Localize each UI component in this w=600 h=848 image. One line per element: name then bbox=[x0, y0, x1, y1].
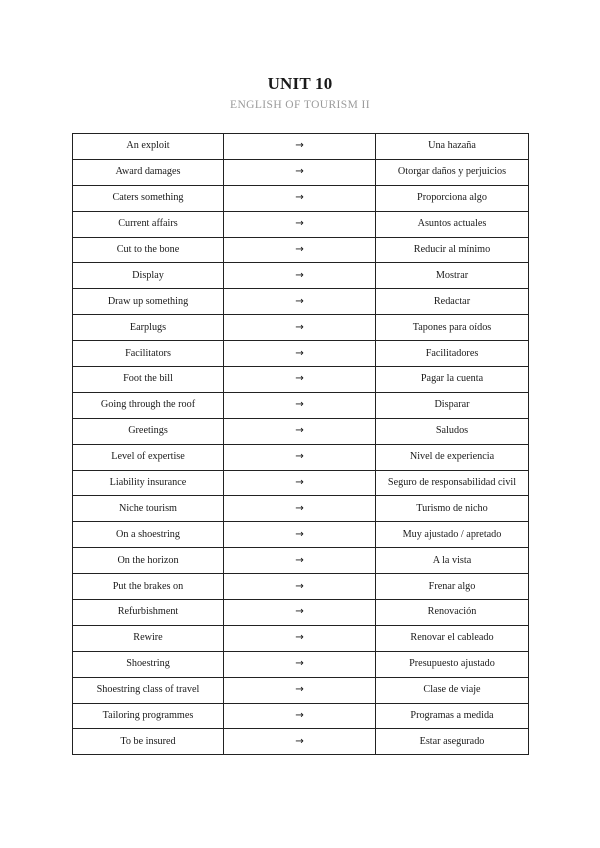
table-row bbox=[73, 289, 529, 315]
spanish-translation-cell: Una hazaña bbox=[376, 134, 529, 160]
table-row bbox=[73, 651, 529, 677]
table-row bbox=[73, 159, 529, 185]
spanish-translation-cell: Turismo de nicho bbox=[376, 496, 529, 522]
arrow-right-icon: → bbox=[224, 392, 376, 418]
english-term-cell: Shoestring class of travel bbox=[73, 677, 224, 703]
page-title: UNIT 10 bbox=[267, 74, 333, 93]
english-term-cell: An exploit bbox=[73, 134, 224, 160]
table-row bbox=[73, 185, 529, 211]
english-term-cell: Tailoring programmes bbox=[73, 703, 224, 729]
table-row bbox=[73, 263, 529, 289]
table-row bbox=[73, 703, 529, 729]
english-term-cell: Current affairs bbox=[73, 211, 224, 237]
english-term-cell: Level of expertise bbox=[73, 444, 224, 470]
arrow-right-icon: → bbox=[224, 159, 376, 185]
arrow-right-icon: → bbox=[224, 418, 376, 444]
spanish-translation-cell: Nivel de experiencia bbox=[376, 444, 529, 470]
table-row bbox=[73, 470, 529, 496]
spanish-translation-cell: Mostrar bbox=[376, 263, 529, 289]
spanish-translation-cell: Frenar algo bbox=[376, 574, 529, 600]
table-row bbox=[73, 729, 529, 755]
spanish-translation-cell: Programas a medida bbox=[376, 703, 529, 729]
english-term-cell: Shoestring bbox=[73, 651, 224, 677]
spanish-translation-cell: Facilitadores bbox=[376, 341, 529, 367]
english-term-cell: Cut to the bone bbox=[73, 237, 224, 263]
spanish-translation-cell: Proporciona algo bbox=[376, 185, 529, 211]
english-term-cell: Rewire bbox=[73, 625, 224, 651]
spanish-translation-cell: Disparar bbox=[376, 392, 529, 418]
arrow-right-icon: → bbox=[224, 211, 376, 237]
spanish-translation-cell: Tapones para oídos bbox=[376, 315, 529, 341]
arrow-right-icon: → bbox=[224, 548, 376, 574]
spanish-translation-cell: Asuntos actuales bbox=[376, 211, 529, 237]
arrow-right-icon: → bbox=[224, 185, 376, 211]
table-row bbox=[73, 418, 529, 444]
english-term-cell: Greetings bbox=[73, 418, 224, 444]
spanish-translation-cell: Renovación bbox=[376, 600, 529, 626]
spanish-translation-cell: Renovar el cableado bbox=[376, 625, 529, 651]
arrow-right-icon: → bbox=[224, 625, 376, 651]
english-term-cell: Facilitators bbox=[73, 341, 224, 367]
table-row bbox=[73, 341, 529, 367]
table-row bbox=[73, 211, 529, 237]
table-row bbox=[73, 496, 529, 522]
table-row bbox=[73, 574, 529, 600]
arrow-right-icon: → bbox=[224, 367, 376, 393]
arrow-right-icon: → bbox=[224, 522, 376, 548]
english-term-cell: Refurbishment bbox=[73, 600, 224, 626]
spanish-translation-cell: Seguro de responsabilidad civil bbox=[376, 470, 529, 496]
table-row bbox=[73, 134, 529, 160]
page-header bbox=[0, 74, 600, 112]
spanish-translation-cell: Presupuesto ajustado bbox=[376, 651, 529, 677]
english-term-cell: Foot the bill bbox=[73, 367, 224, 393]
arrow-right-icon: → bbox=[224, 729, 376, 755]
table-row bbox=[73, 237, 529, 263]
english-term-cell: Caters something bbox=[73, 185, 224, 211]
table-row bbox=[73, 625, 529, 651]
english-term-cell: Niche tourism bbox=[73, 496, 224, 522]
page-subtitle: ENGLISH OF TOURISM II bbox=[230, 99, 370, 111]
table-row bbox=[73, 444, 529, 470]
table-row bbox=[73, 315, 529, 341]
spanish-translation-cell: A la vista bbox=[376, 548, 529, 574]
arrow-right-icon: → bbox=[224, 341, 376, 367]
table-row bbox=[73, 522, 529, 548]
spanish-translation-cell: Estar asegurado bbox=[376, 729, 529, 755]
arrow-right-icon: → bbox=[224, 677, 376, 703]
table-row bbox=[73, 392, 529, 418]
arrow-right-icon: → bbox=[224, 703, 376, 729]
arrow-right-icon: → bbox=[224, 263, 376, 289]
spanish-translation-cell: Redactar bbox=[376, 289, 529, 315]
table-row bbox=[73, 600, 529, 626]
english-term-cell: Going through the roof bbox=[73, 392, 224, 418]
english-term-cell: Put the brakes on bbox=[73, 574, 224, 600]
arrow-right-icon: → bbox=[224, 315, 376, 341]
english-term-cell: On a shoestring bbox=[73, 522, 224, 548]
english-term-cell: To be insured bbox=[73, 729, 224, 755]
english-term-cell: Earplugs bbox=[73, 315, 224, 341]
spanish-translation-cell: Saludos bbox=[376, 418, 529, 444]
spanish-translation-cell: Clase de viaje bbox=[376, 677, 529, 703]
english-term-cell: Liability insurance bbox=[73, 470, 224, 496]
arrow-right-icon: → bbox=[224, 134, 376, 160]
arrow-right-icon: → bbox=[224, 651, 376, 677]
spanish-translation-cell: Otorgar daños y perjuicios bbox=[376, 159, 529, 185]
english-term-cell: Draw up something bbox=[73, 289, 224, 315]
table-row bbox=[73, 548, 529, 574]
arrow-right-icon: → bbox=[224, 470, 376, 496]
english-term-cell: Award damages bbox=[73, 159, 224, 185]
spanish-translation-cell: Muy ajustado / apretado bbox=[376, 522, 529, 548]
arrow-right-icon: → bbox=[224, 444, 376, 470]
english-term-cell: Display bbox=[73, 263, 224, 289]
vocabulary-table-body bbox=[73, 134, 529, 755]
vocabulary-table bbox=[72, 133, 529, 755]
table-row bbox=[73, 677, 529, 703]
table-row bbox=[73, 367, 529, 393]
arrow-right-icon: → bbox=[224, 289, 376, 315]
arrow-right-icon: → bbox=[224, 600, 376, 626]
arrow-right-icon: → bbox=[224, 574, 376, 600]
arrow-right-icon: → bbox=[224, 237, 376, 263]
spanish-translation-cell: Reducir al mínimo bbox=[376, 237, 529, 263]
english-term-cell: On the horizon bbox=[73, 548, 224, 574]
arrow-right-icon: → bbox=[224, 496, 376, 522]
spanish-translation-cell: Pagar la cuenta bbox=[376, 367, 529, 393]
